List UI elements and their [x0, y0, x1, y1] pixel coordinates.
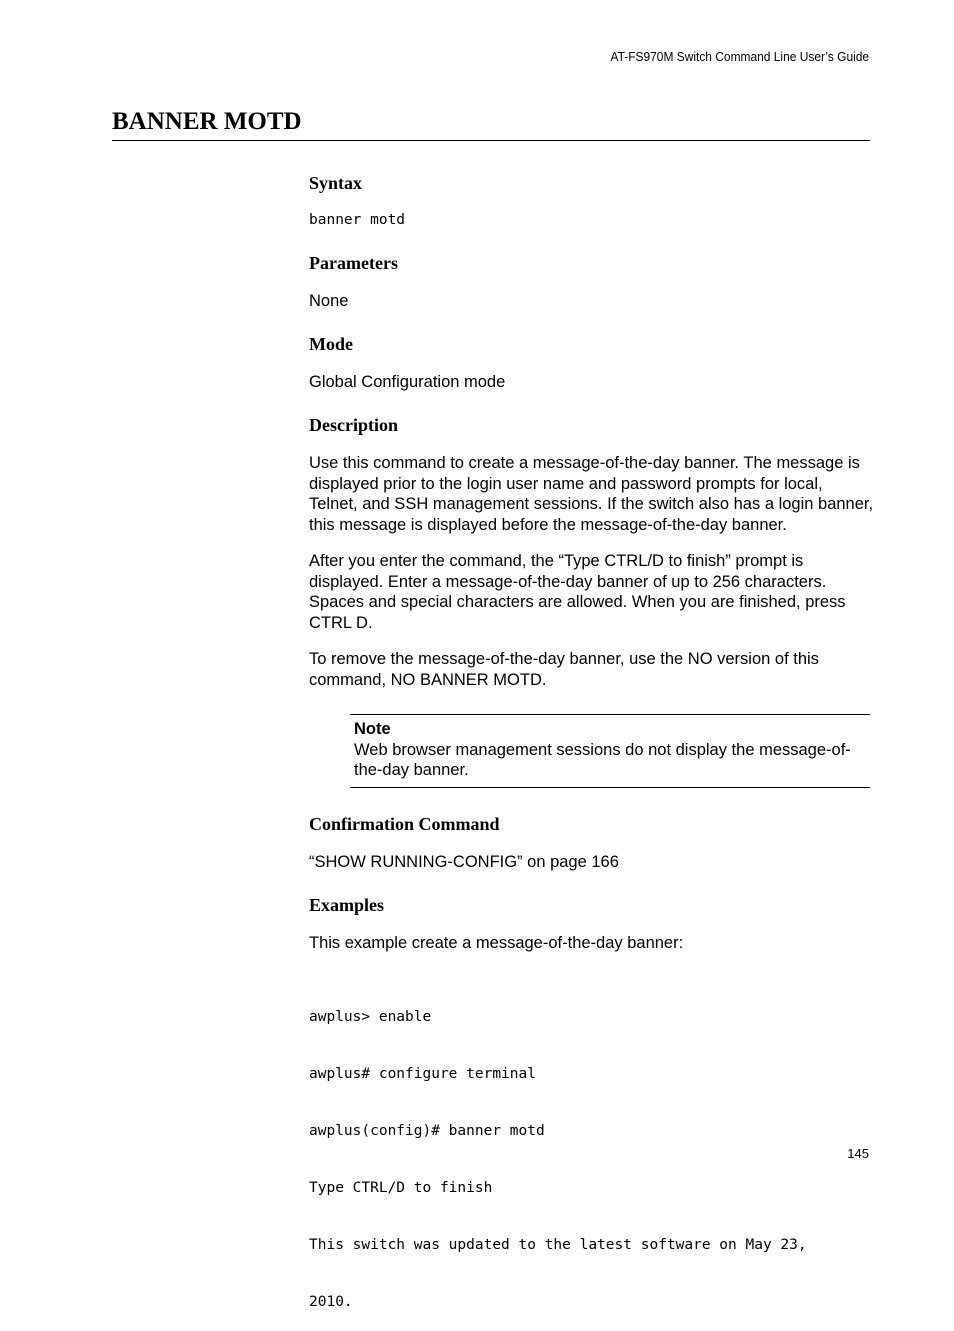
- mode-text: Global Configuration mode: [309, 373, 506, 391]
- page-title: BANNER MOTD: [112, 108, 302, 135]
- page-number: 145: [847, 1146, 869, 1161]
- description-paragraph-2: After you enter the command, the “Type CTRL/D to finish” prompt is displayed. Enter a message-of-the-day banner of up to 256 characters. Spaces and special characters are allowed. When you are finished, press CTRL D.: [309, 552, 846, 632]
- code-line: This switch was updated to the latest software on May 23,: [309, 1237, 807, 1253]
- note-text: Web browser management sessions do not display the message-of-the-day banner.: [354, 740, 851, 779]
- parameters-text: None: [309, 292, 349, 310]
- confirmation-command-reference: “SHOW RUNNING-CONFIG” on page 166: [309, 853, 619, 871]
- running-header: AT-FS970M Switch Command Line User’s Guide: [610, 49, 869, 64]
- code-line: awplus(config)# banner motd: [309, 1123, 545, 1139]
- syntax-heading: Syntax: [309, 173, 363, 193]
- mode-heading: Mode: [309, 334, 353, 354]
- parameters-heading: Parameters: [309, 253, 398, 273]
- confirmation-heading: Confirmation Command: [309, 814, 500, 834]
- note-box: [350, 714, 870, 788]
- example-code-block: [309, 970, 807, 1331]
- description-heading: Description: [309, 415, 398, 435]
- code-line: Type CTRL/D to finish: [309, 1180, 493, 1196]
- syntax-code: banner motd: [309, 212, 406, 228]
- code-line: awplus> enable: [309, 1009, 432, 1025]
- note-title: Note: [354, 720, 391, 738]
- description-paragraph-3: To remove the message-of-the-day banner, use the NO version of this command, NO BANNER MOTD.: [309, 650, 819, 689]
- examples-intro: This example create a message-of-the-day banner:: [309, 934, 684, 952]
- title-rule: [112, 140, 870, 141]
- code-line: 2010.: [309, 1294, 353, 1310]
- examples-heading: Examples: [309, 895, 385, 915]
- code-line: awplus# configure terminal: [309, 1066, 536, 1082]
- description-paragraph-1: Use this command to create a message-of-the-day banner. The message is displayed prior to the login user name and password prompts for local, Telnet, and SSH management sessions. If the switch also has a login banner, this message is displayed before the message-of-the-day banner.: [309, 454, 874, 534]
